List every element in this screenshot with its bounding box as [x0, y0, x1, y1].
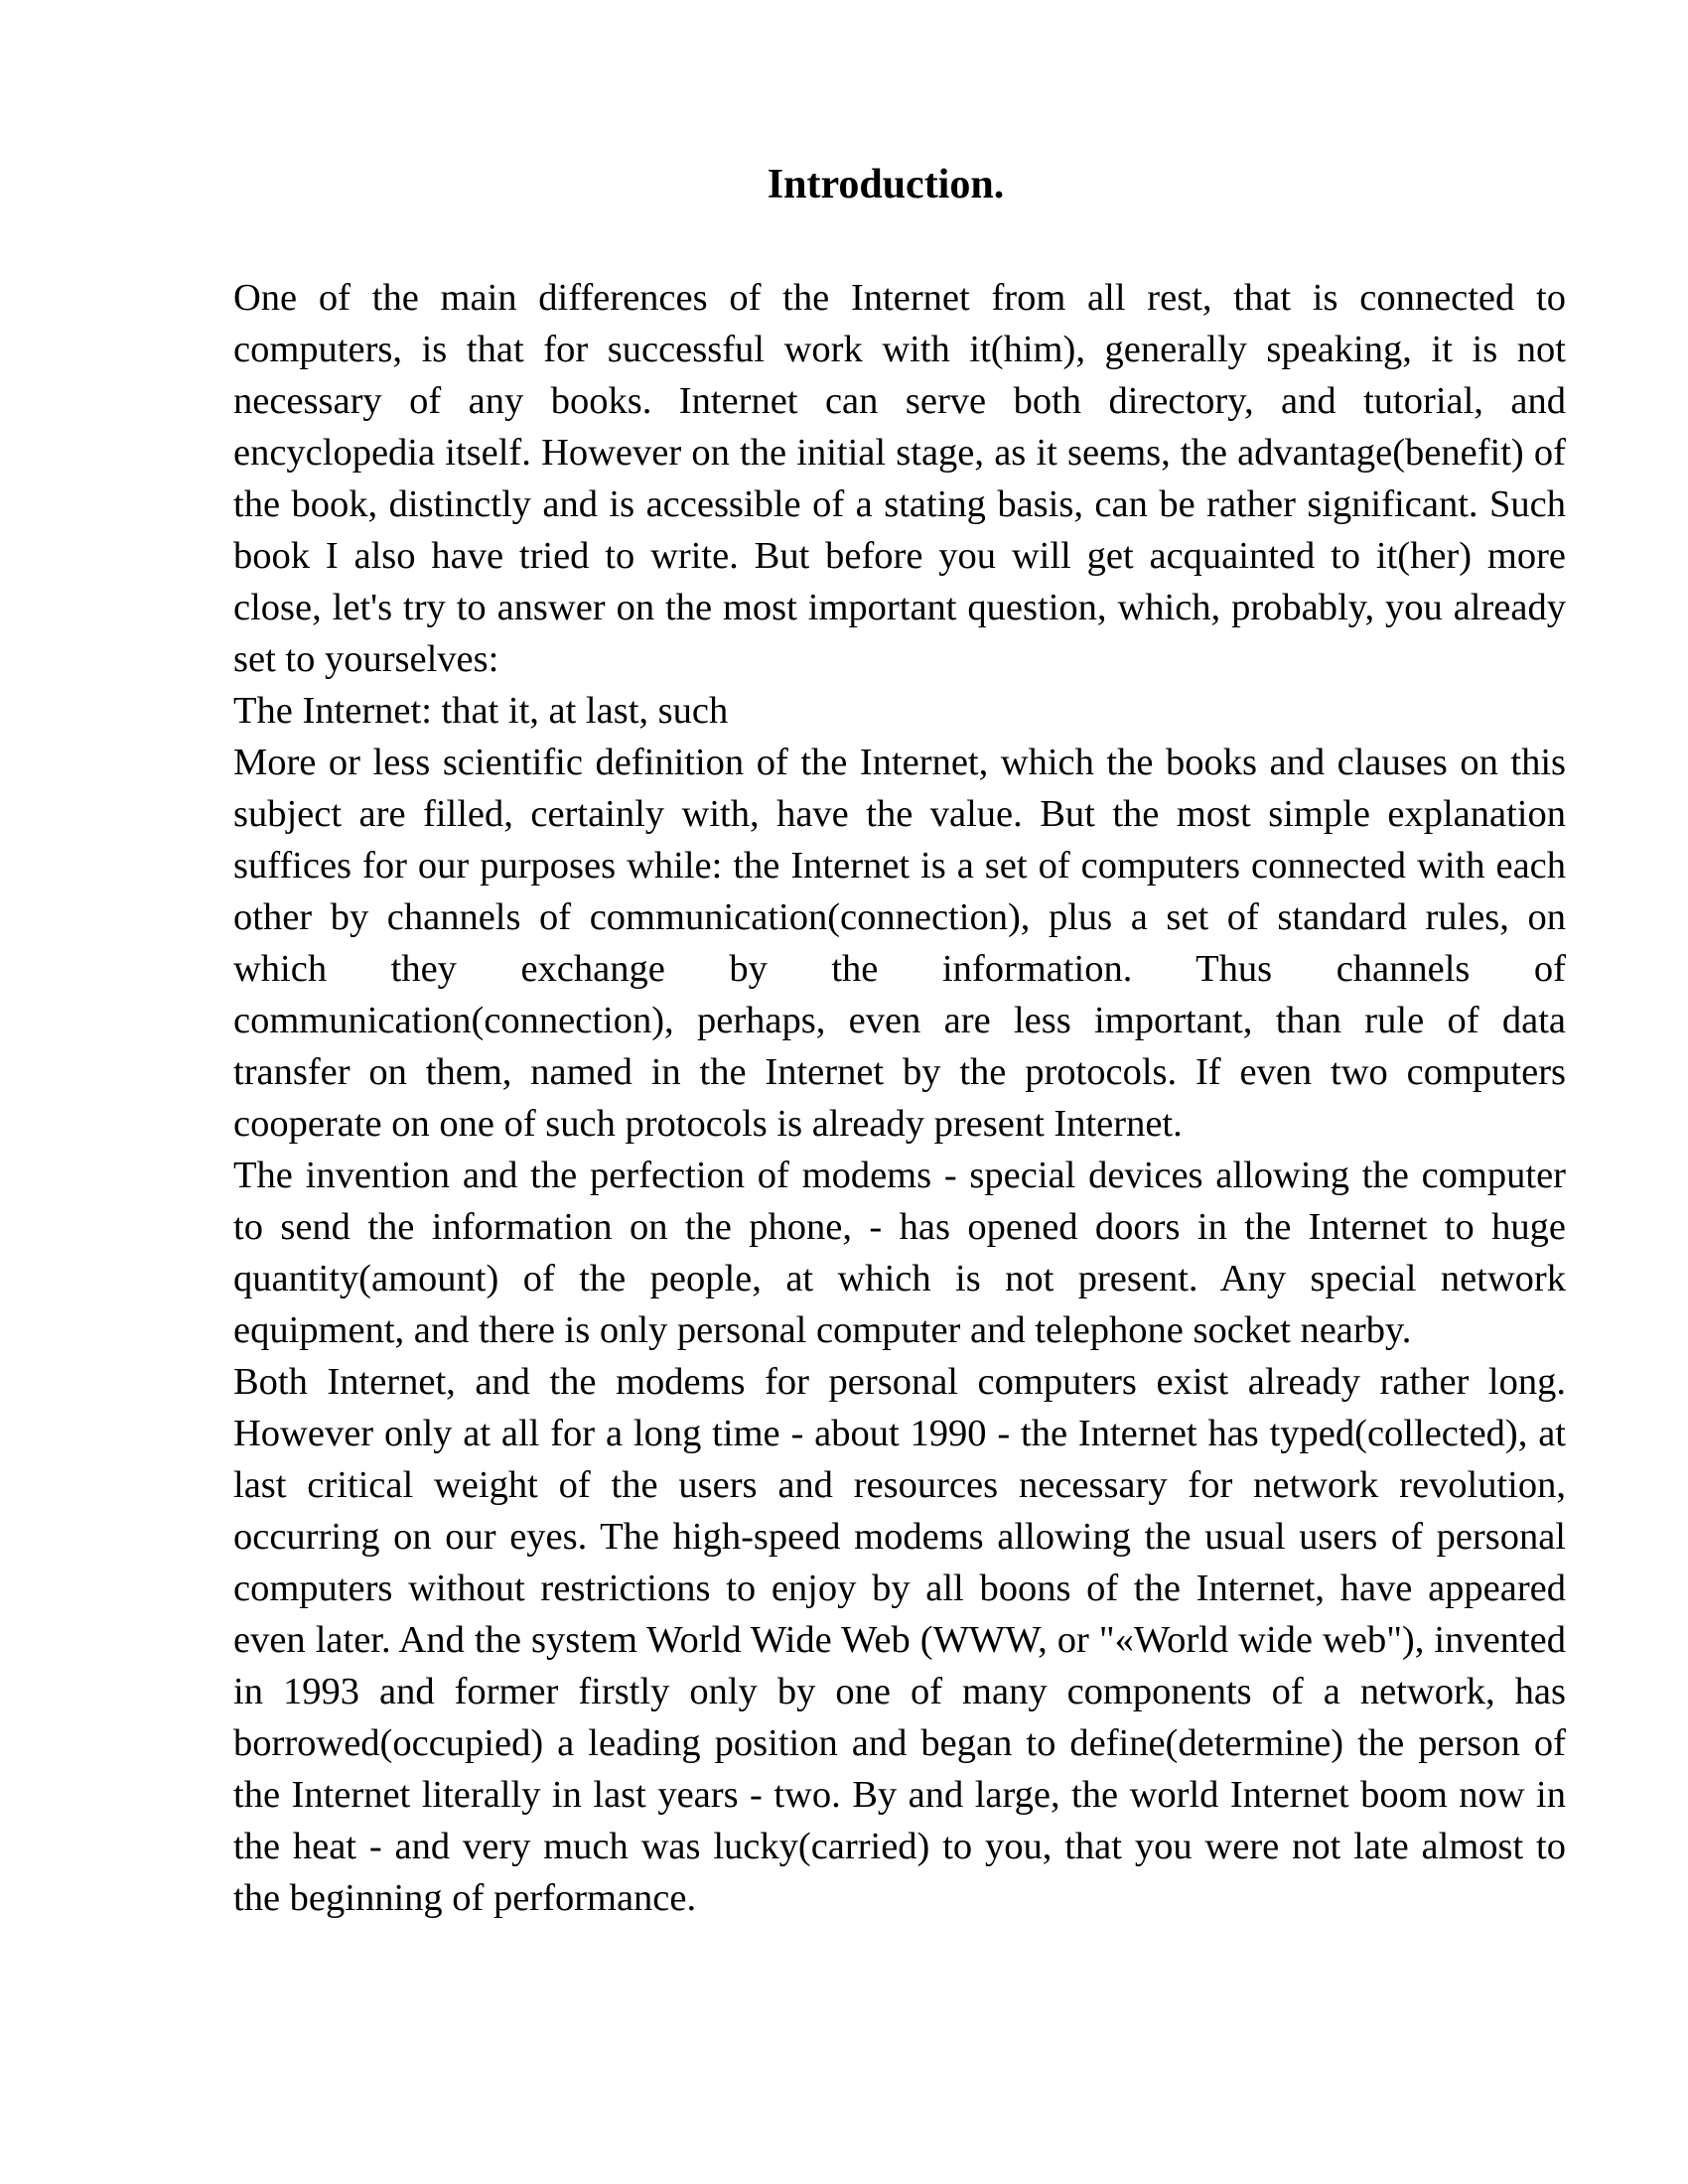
document-title: Introduction. [767, 162, 1005, 207]
paragraph-subheading: The Internet: that it, at last, such [233, 690, 729, 732]
paragraph-history: Both Internet, and the modems for personal computers exist already rather long. However only at all for a long time - about 1990 - the Internet has typed(collected), at last critical weight of the users and resources necessary for network revolution, occurring on our eyes. The high-speed modems allowing the usual users of personal computers without restrictions to enjoy by all boons of the Internet, have appeared even later. And the system World Wide Web (WWW, or "«World wide web"), invented in 1993 and former firstly only by one of many components of a network, has borrowed(occupied) a leading position and began to define(determine) the person of the Internet literally in last years - two. By and large, the world Internet boom now in the heat - and very much was lucky(carried) to you, that you were not late almost to the beginning of performance. [233, 1361, 1566, 1919]
document-body [233, 272, 1566, 1924]
paragraph-modems: The invention and the perfection of modems - special devices allowing the computer to send the information on the phone, - has opened doors in the Internet to huge quantity(amount) of the people, at which is not present. Any special network equipment, and there is only personal computer and telephone socket nearby. [233, 1155, 1566, 1351]
paragraph-definition: More or less scientific definition of the Internet, which the books and clauses on this subject are filled, certainly with, have the value. But the most simple explanation suffices for our purposes while: the Internet is a set of computers connected with each other by channels of communication(connection), plus a set of standard rules, on which they exchange by the information. Thus channels of communication(connection), perhaps, even are less important, than rule of data transfer on them, named in the Internet by the protocols. If even two computers cooperate on one of such protocols is already present Internet. [233, 742, 1566, 1145]
paragraph-intro: One of the main differences of the Internet from all rest, that is connected to computers, is that for successful work with it(him), generally speaking, it is not necessary of any books. Internet can serve both directory, and tutorial, and encyclopedia itself. However on the initial stage, as it seems, the advantage(benefit) of the book, distinctly and is accessible of a stating basis, can be rather significant. Such book I also have tried to write. But before you will get acquainted to it(her) more close, let's try to answer on the most important question, which, probably, you already set to yourselves: [233, 277, 1566, 680]
